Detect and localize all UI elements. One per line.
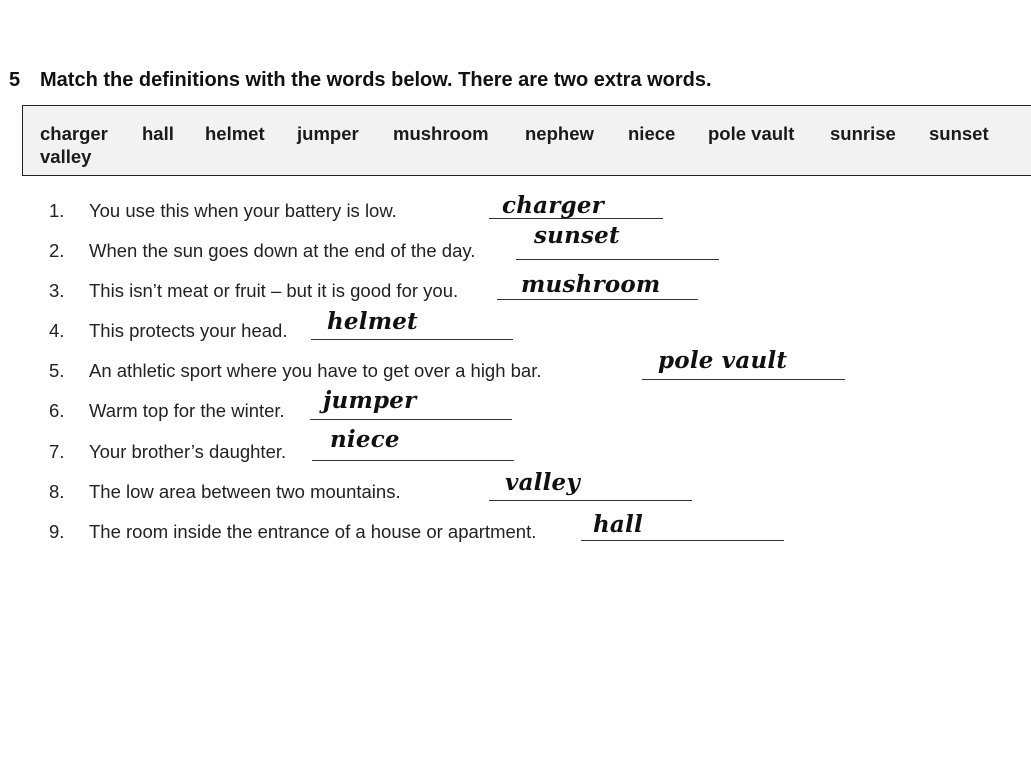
handwritten-answer: helmet <box>327 308 418 335</box>
question-number: 6. <box>49 400 65 421</box>
handwritten-answer: valley <box>505 469 580 496</box>
answer-blank[interactable] <box>581 540 784 541</box>
question-text: Your brother’s daughter. <box>89 441 287 462</box>
question-text: The low area between two mountains. <box>89 481 401 502</box>
answer-blank[interactable] <box>310 419 512 420</box>
question-text: This isn’t meat or fruit – but it is good for you. <box>89 280 459 301</box>
exercise-number: 5 <box>9 69 21 91</box>
answer-blank[interactable] <box>516 259 719 260</box>
handwritten-answer: jumper <box>323 387 417 414</box>
question-number: 2. <box>49 240 65 261</box>
word-bank-item: charger <box>40 123 108 144</box>
question-number: 8. <box>49 481 65 502</box>
question-number: 4. <box>49 320 65 341</box>
answer-blank[interactable] <box>312 460 514 461</box>
question-number: 1. <box>49 200 65 221</box>
word-bank-item: valley <box>40 146 92 167</box>
question-text: An athletic sport where you have to get over a high bar. <box>89 360 542 381</box>
question-text: This protects your head. <box>89 320 288 341</box>
word-bank-item: pole vault <box>708 123 795 144</box>
answer-blank[interactable] <box>311 339 513 340</box>
question-number: 3. <box>49 280 65 301</box>
handwritten-answer: charger <box>502 192 604 219</box>
question-number: 7. <box>49 441 65 462</box>
word-bank-item: niece <box>628 123 676 144</box>
question-number: 5. <box>49 360 65 381</box>
word-bank-item: hall <box>142 123 174 144</box>
answer-blank[interactable] <box>642 379 845 380</box>
handwritten-answer: mushroom <box>521 271 661 298</box>
word-bank-item: mushroom <box>393 123 489 144</box>
exercise-title <box>9 69 712 92</box>
question-text: Warm top for the winter. <box>89 400 285 421</box>
answer-blank[interactable] <box>497 299 698 300</box>
word-bank-item: sunrise <box>830 123 896 144</box>
question-text: You use this when your battery is low. <box>89 200 397 221</box>
word-bank-item: sunset <box>929 123 989 144</box>
word-bank-item: nephew <box>525 123 594 144</box>
question-text: When the sun goes down at the end of the day. <box>89 240 476 261</box>
question-number: 9. <box>49 521 65 542</box>
question-text: The room inside the entrance of a house or apartment. <box>89 521 537 542</box>
word-bank-item: jumper <box>297 123 359 144</box>
exercise-instruction: Match the definitions with the words below. There are two extra words. <box>40 69 712 91</box>
word-bank-item: helmet <box>205 123 265 144</box>
handwritten-answer: niece <box>330 426 400 453</box>
answer-blank[interactable] <box>489 500 692 501</box>
handwritten-answer: sunset <box>534 222 620 249</box>
handwritten-answer: pole vault <box>658 347 788 374</box>
handwritten-answer: hall <box>593 511 643 538</box>
